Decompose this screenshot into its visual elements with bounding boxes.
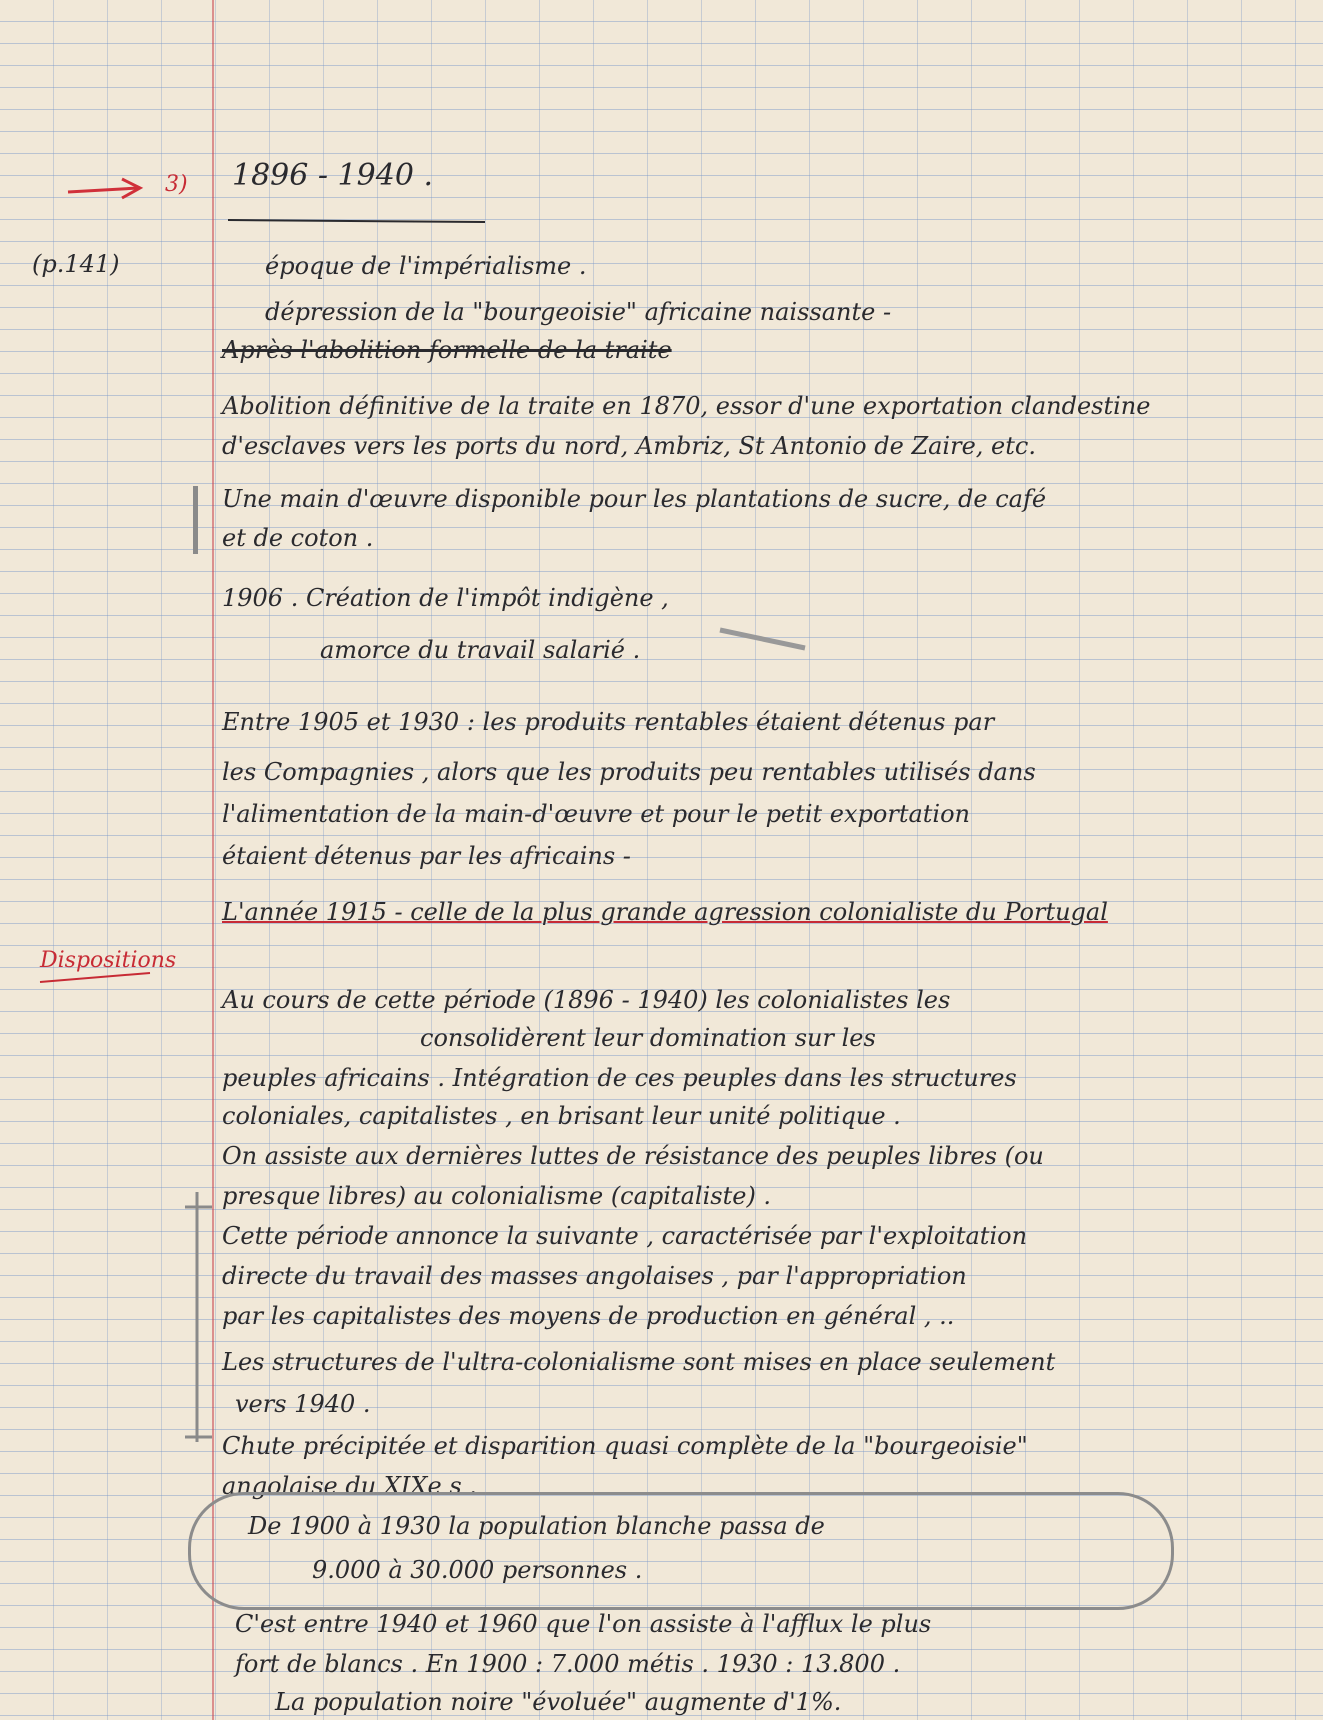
text-line: L'année 1915 - celle de la plus grande agression colonialiste du Portugal [222,898,1108,926]
text-line: les Compagnies , alors que les produits peu rentables utilisés dans [222,758,1036,786]
text-line: De 1900 à 1930 la population blanche passa de [248,1512,825,1540]
text-line: vers 1940 . [235,1390,371,1418]
text-line: peuples africains . Intégration de ces peuples dans les structures [222,1064,1017,1092]
text-line: époque de l'impérialisme . [265,252,587,280]
pencil-margin-mark [193,486,198,554]
page-reference: (p.141) [32,250,120,278]
text-line: Une main d'œuvre disponible pour les plantations de sucre, de café [222,485,1047,513]
text-line: et de coton . [222,524,374,552]
margin-label: Dispositions [40,948,177,973]
text-line: Cette période annonce la suivante , caractérisée par l'exploitation [222,1222,1028,1250]
text-line: Au cours de cette période (1896 - 1940) les colonialistes les [222,986,951,1014]
margin-note-underline [40,973,150,982]
text-line: par les capitalistes des moyens de production en général , .. [222,1302,955,1330]
text-line: dépression de la "bourgeoisie" africaine naissante - [265,298,892,326]
item-number: 3) [165,172,188,197]
text-line: 1906 . Création de l'impôt indigène , [222,584,669,612]
struck-line: Après l'abolition formelle de la traite [222,336,672,364]
text-line: Entre 1905 et 1930 : les produits rentables étaient détenus par [222,708,995,736]
section-heading: 1896 - 1940 . [232,158,433,193]
text-line: 9.000 à 30.000 personnes . [312,1556,643,1584]
text-line: presque libres) au colonialisme (capitaliste) . [222,1182,772,1210]
text-line: angolaise du XIXe s . [222,1472,477,1500]
heading-underline [228,220,485,222]
pencil-bracket [185,1192,212,1442]
text-line: Les structures de l'ultra-colonialisme sont mises en place seulement [222,1348,1056,1376]
text-line: étaient détenus par les africains - [222,842,631,870]
text-line: C'est entre 1940 et 1960 que l'on assiste à l'afflux le plus [235,1610,932,1638]
pencil-oval [188,1492,1174,1610]
text-line: l'alimentation de la main-d'œuvre et pour le petit exportation [222,800,971,828]
text-line: fort de blancs . En 1900 : 7.000 métis . 1930 : 13.800 . [235,1650,901,1678]
text-line: Abolition définitive de la traite en 1870, essor d'une exportation clandestine [222,392,1151,420]
text-line: consolidèrent leur domination sur les [420,1024,876,1052]
red-arrow-icon [68,179,140,198]
text-line: coloniales, capitalistes , en brisant leur unité politique . [222,1102,901,1130]
text-line: d'esclaves vers les ports du nord, Ambriz, St Antonio de Zaire, etc. [222,432,1036,460]
text-line: La population noire "évoluée" augmente d'1%. [275,1688,842,1716]
text-line: directe du travail des masses angolaises , par l'appropriation [222,1262,967,1290]
text-line: amorce du travail salarié . [320,636,641,664]
text-line: On assiste aux dernières luttes de résistance des peuples libres (ou [222,1142,1044,1170]
text-line: Chute précipitée et disparition quasi complète de la "bourgeoisie" [222,1432,1028,1460]
